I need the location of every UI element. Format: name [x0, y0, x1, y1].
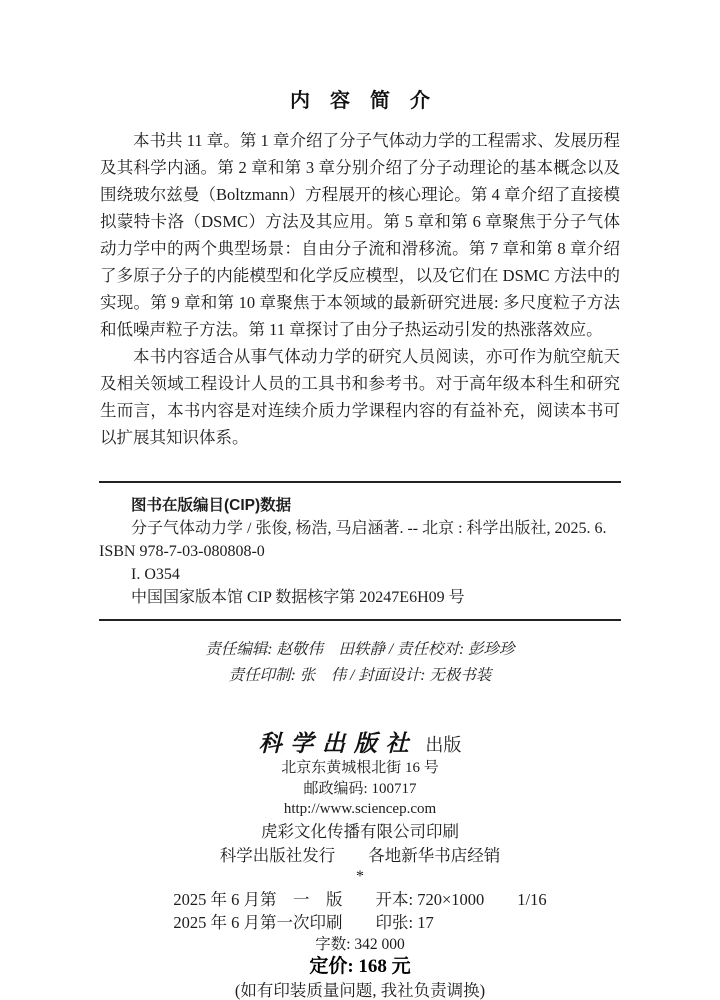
publisher-logo: 科学出版社	[258, 731, 418, 756]
divider-bottom	[99, 619, 621, 621]
cip-block	[99, 481, 621, 621]
impression-line: 2025 年 6 月第一次印刷 印张: 17	[173, 912, 434, 932]
separator-star: *	[356, 867, 364, 885]
credits-editors-line: 责任编辑: 赵敬伟 田轶静 / 责任校对: 彭珍珍	[205, 641, 515, 658]
publisher-postcode: 邮政编码: 100717	[303, 780, 417, 797]
page-title: 内 容 简 介	[290, 90, 430, 112]
cip-title-line: 分子气体动力学 / 张俊, 杨浩, 马启涵著. -- 北京 : 科学出版社, 2025. 6.	[131, 520, 607, 537]
print-run-block	[173, 888, 546, 934]
publisher-logo-line	[0, 725, 720, 758]
cip-isbn: ISBN 978-7-03-080808-0	[99, 543, 265, 560]
colophon	[0, 725, 720, 1000]
intro-body	[100, 127, 620, 451]
cip-heading: 图书在版编目(CIP)数据	[131, 497, 292, 514]
cip-content	[99, 483, 621, 619]
exchange-notice: (如有印装质量问题, 我社负责调换)	[234, 980, 486, 1000]
cip-record-number: 中国国家版本馆 CIP 数据核字第 20247E6H09 号	[131, 589, 465, 606]
intro-paragraph-2: 本书内容适合从事气体动力学的研究人员阅读，亦可作为航空航天及相关领域工程设计人员的工具书和参考书。对于高年级本科生和研究生而言，本书内容是对连续介质力学课程内容的有益补充，阅读本书可以扩展其知识体系。	[100, 347, 620, 447]
staff-credits	[0, 637, 720, 689]
publisher-logo-suffix: 出版	[425, 735, 462, 755]
price-line: 定价: 168 元	[309, 955, 411, 977]
distribution-line: 科学出版社发行 各地新华书店经销	[219, 845, 501, 865]
edition-line: 2025 年 6 月第 一 版 开本: 720×1000 1/16	[173, 889, 547, 909]
word-count-line: 字数: 342 000	[315, 935, 405, 953]
publisher-address: 北京东黄城根北街 16 号	[281, 760, 439, 776]
intro-paragraph-1: 本书共 11 章。第 1 章介绍了分子气体动力学的工程需求、发展历程及其科学内涵。第 2 章和第 3 章分别介绍了分子动理论的基本概念以及围绕玻尔兹曼（Boltzmann）方程展开的核心理论。第 4 章介绍了直接模拟蒙特卡洛（DSMC）方法及其应用。第 5 章和第 6 章聚焦于分子气体动力学中的两个典型场景：自由分子流和滑移流。第 7 章和第 8 章介绍了多原子分子的内能模型和化学反应模型，以及它们在 DSMC 方法中的实现。第 9 章和第 10 章聚焦于本领域的最新研究进展: 多尺度粒子方法和低噪声粒子方法。第 11 章探讨了由分子热运动引发的热涨落效应。	[100, 131, 620, 339]
cip-classification: I. O354	[131, 566, 180, 583]
credits-design-line: 责任印制: 张 伟 / 封面设计: 无极书装	[228, 667, 492, 684]
publisher-website: http://www.sciencep.com	[283, 801, 437, 817]
printer-line: 虎彩文化传播有限公司印刷	[261, 821, 459, 841]
